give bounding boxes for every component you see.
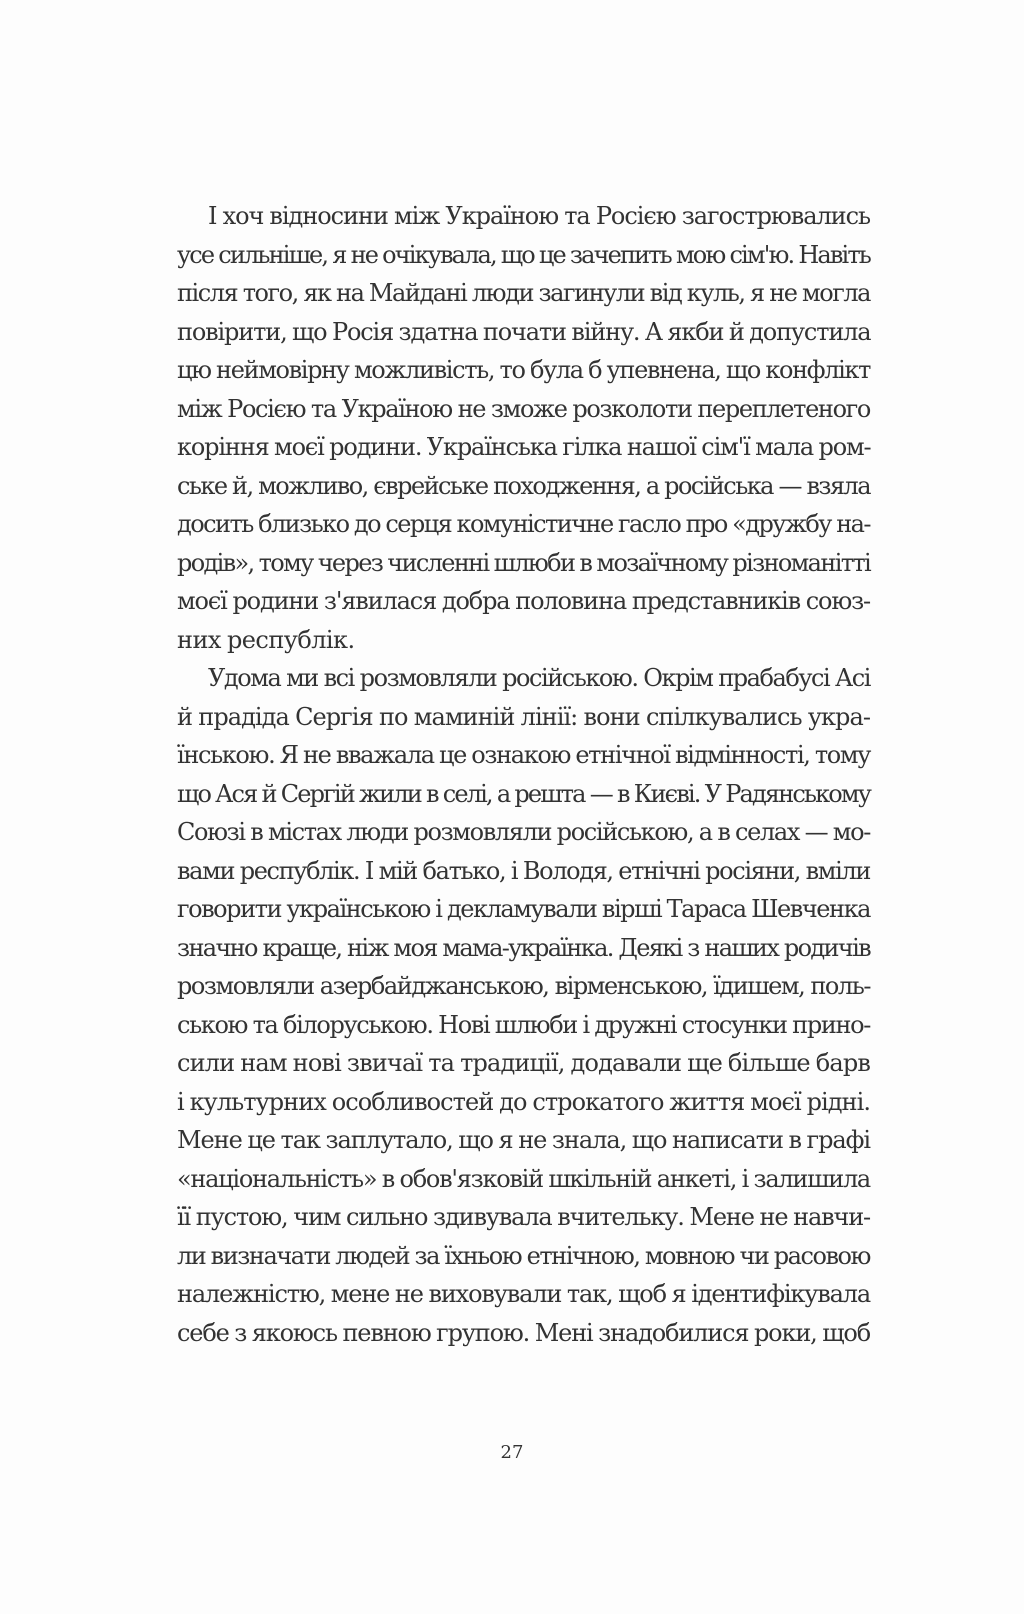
paragraph-2: [146, 659, 870, 1352]
text-line: між Росією та Україною не зможе розколоти переплетеного: [177, 394, 870, 423]
page-number: 27: [500, 1442, 524, 1463]
text-line: говорити українською і декламували вірші Тараса Шевченка: [177, 895, 870, 923]
text-line: родів», тому через численні шлюби в мозаїчному різноманітті: [177, 548, 870, 577]
text-line: усе сильніше, я не очікувала, що це зачепить мою сім'ю. Навіть: [177, 240, 870, 269]
text-line: що Ася й Сергій жили в селі, а решта — в Києві. У Радянському: [177, 779, 870, 808]
text-line: значно краще, ніж моя мама-українка. Деякі з наших родичів: [177, 933, 870, 962]
text-line: І хоч відносини між Україною та Росією загострювались: [208, 202, 870, 230]
text-line: досить близько до серця комуністичне гасло про «дружбу на-: [177, 510, 870, 538]
text-line: «національність» в обов'язковій шкільній анкеті, і залишила: [177, 1164, 870, 1193]
text-line: повірити, що Росія здатна почати війну. А якби й допустила: [177, 317, 871, 346]
text-line: Удома ми всі розмовляли російською. Окрім прабабусі Асі: [208, 664, 870, 692]
text-line: ли визначати людей за їхньою етнічною, мовною чи расовою: [177, 1241, 870, 1270]
text-line: належністю, мене не виховували так, щоб я ідентифікувала: [177, 1280, 870, 1308]
text-line: Мене це так заплутало, що я не знала, що написати в графі: [177, 1126, 870, 1154]
text-line: ське й, можливо, єврейське походження, а російська — взяла: [177, 471, 870, 500]
text-line: їнською. Я не вважала це ознакою етнічної відмінності, тому: [177, 741, 870, 769]
text-line: них республік.: [177, 625, 355, 654]
text-line: коріння моєї родини. Українська гілка нашої сім'ї мала ром-: [177, 433, 871, 461]
text-line: її пустою, чим сильно здивувала вчительку. Мене не навчи-: [177, 1203, 870, 1231]
text-line: моєї родини з'явилася добра половина представників союз-: [177, 587, 870, 615]
paragraph-1: [146, 197, 870, 659]
text-line: Союзі в містах люди розмовляли російською, а в селах — мо-: [177, 818, 870, 846]
text-line: ською та білоруською. Нові шлюби і дружні стосунки прино-: [177, 1010, 870, 1039]
text-line: сили нам нові звичаї та традиції, додавали ще більше барв: [177, 1049, 870, 1077]
text-line: й прадіда Сергія по маминій лінії: вони спілкувались укра-: [177, 702, 870, 731]
text-line: після того, як на Майдані люди загинули від куль, я не могла: [177, 279, 870, 307]
text-line: вами республік. І мій батько, і Володя, етнічні росіяни, вміли: [177, 856, 870, 885]
text-line: цю неймовірну можливість, то була б упевнена, що конфлікт: [177, 356, 870, 384]
text-line: розмовляли азербайджанською, вірменською, їдишем, поль-: [177, 972, 870, 1000]
text-line: і культурних особливостей до строкатого життя моєї рідні.: [177, 1087, 870, 1116]
text-line: себе з якоюсь певною групою. Мені знадобилися роки, щоб: [177, 1318, 870, 1347]
body-text: [146, 197, 870, 1352]
